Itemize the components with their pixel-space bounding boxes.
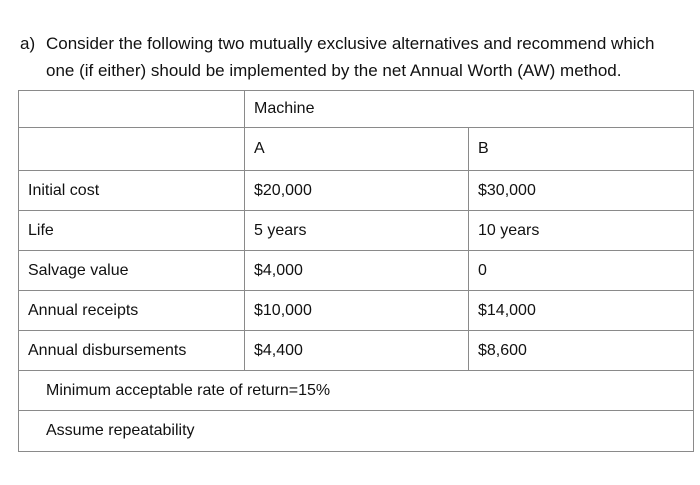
row-label-salvage-value: Salvage value [19, 251, 245, 291]
alternatives-table [18, 90, 694, 452]
row-label-initial-cost: Initial cost [19, 171, 245, 211]
header-empty-cell-2 [19, 128, 245, 171]
column-header-b: B [469, 128, 694, 171]
question-marker: a) [20, 34, 36, 53]
salvage-value-a: $4,000 [245, 251, 469, 291]
annual-disbursements-b: $8,600 [469, 331, 694, 371]
column-header-a: A [245, 128, 469, 171]
repeatability-note: Assume repeatability [19, 411, 694, 452]
annual-receipts-b: $14,000 [469, 291, 694, 331]
life-b: 10 years [469, 211, 694, 251]
life-a: 5 years [245, 211, 469, 251]
row-label-annual-receipts: Annual receipts [19, 291, 245, 331]
question-text [20, 30, 690, 84]
initial-cost-a: $20,000 [245, 171, 469, 211]
annual-receipts-a: $10,000 [245, 291, 469, 331]
marr-note: Minimum acceptable rate of return=15% [19, 371, 694, 411]
row-label-life: Life [19, 211, 245, 251]
annual-disbursements-a: $4,400 [245, 331, 469, 371]
initial-cost-b: $30,000 [469, 171, 694, 211]
salvage-value-b: 0 [469, 251, 694, 291]
question-line-1-text: Consider the following two mutually exclusive alternatives and recommend which [46, 34, 655, 53]
header-empty-cell-1 [19, 91, 245, 128]
row-label-annual-disbursements: Annual disbursements [19, 331, 245, 371]
machine-header: Machine [245, 91, 694, 128]
question-line-1 [20, 30, 690, 57]
question-line-2: one (if either) should be implemented by the net Annual Worth (AW) method. [46, 61, 622, 80]
